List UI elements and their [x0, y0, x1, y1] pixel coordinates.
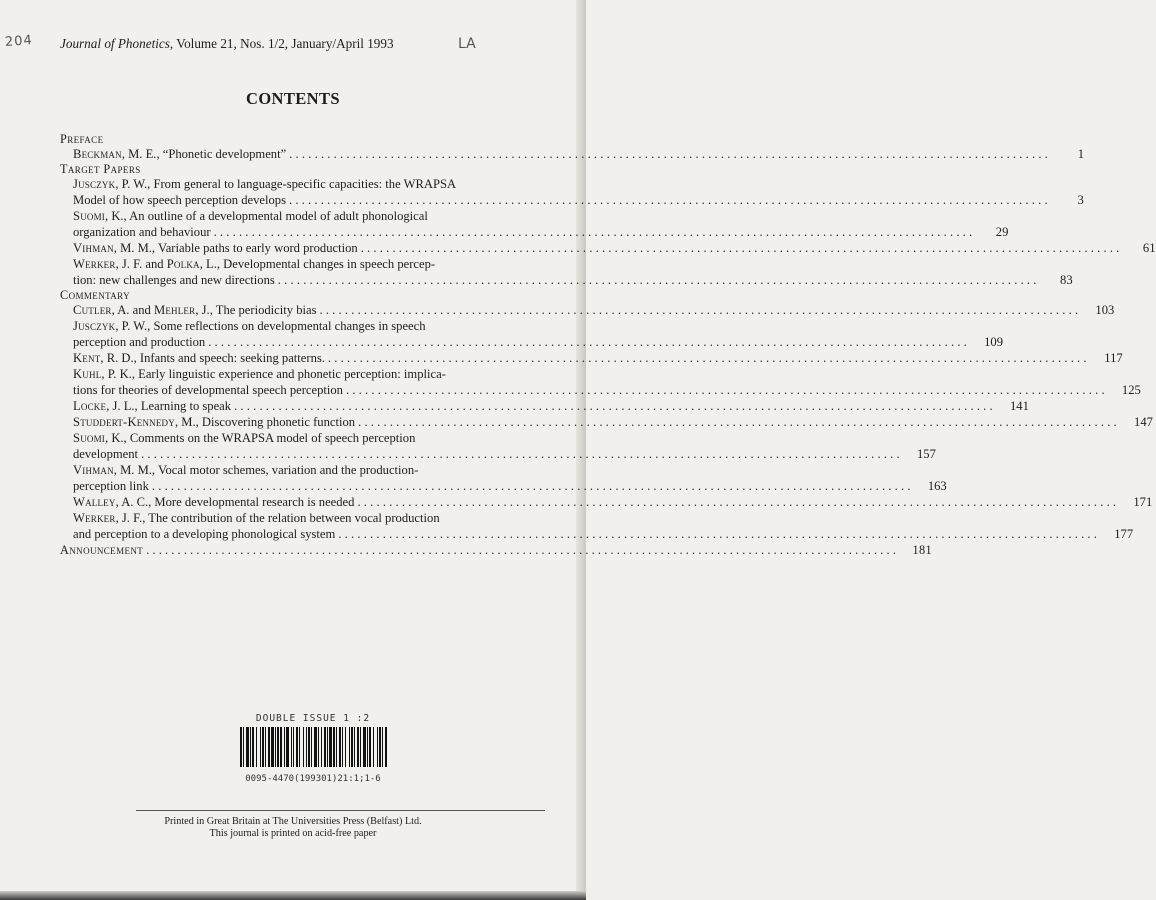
leader-dots: ........................................................................................................................	[327, 351, 1090, 365]
barcode-bar	[311, 727, 312, 767]
barcode-bar	[357, 727, 359, 767]
entry-text: Studdert-Kennedy, M., Discovering phonetic function	[73, 415, 356, 429]
barcode-bar	[321, 727, 322, 767]
page-number: 29	[995, 225, 1009, 239]
barcode-bar	[339, 727, 341, 767]
barcode-bar	[246, 727, 249, 767]
leader-dots: ........................................................................................................................	[338, 527, 1101, 541]
entry-last-line	[73, 414, 1153, 430]
entry-line: Vihman, M. M., Vocal motor schemes, variation and the production-	[73, 463, 419, 477]
entry-text: perception and production	[73, 335, 206, 349]
page-number: 163	[927, 479, 947, 493]
entry-line: Werker, J. F. and Polka, L., Developmental changes in speech percep-	[73, 257, 436, 271]
toc-entry	[60, 494, 1153, 510]
handwritten-note-right: LA	[458, 36, 476, 52]
barcode-number: 0095-4470(199301)21:1;1-6	[245, 774, 381, 784]
journal-header	[60, 36, 394, 52]
footer-divider	[136, 810, 545, 811]
page-number: 141	[1009, 399, 1029, 413]
barcode-bar	[333, 727, 335, 767]
entry-text: and perception to a developing phonological system	[73, 527, 336, 541]
barcode-bar	[349, 727, 350, 767]
page-number: 147	[1134, 415, 1153, 429]
page-number: 171	[1133, 495, 1153, 509]
barcode-bar	[318, 727, 319, 767]
entry-last-line	[73, 350, 1123, 366]
barcode-bar	[286, 727, 289, 767]
barcode-bar	[360, 727, 361, 767]
barcode-bar	[379, 727, 381, 767]
toc-entry	[60, 398, 1029, 414]
section-heading: Target Papers	[60, 162, 141, 176]
entry-line: Suomi, K., Comments on the WRAPSA model of speech perception	[73, 431, 416, 445]
leader-dots: ........................................................................................................................	[357, 495, 1120, 509]
leader-dots: ........................................................................................................................	[289, 147, 1052, 161]
handwritten-note-left: 204	[4, 33, 34, 50]
entry-last-line	[73, 382, 1141, 398]
toc-entry	[60, 414, 1153, 430]
page-number: 1	[1077, 147, 1085, 161]
entry-line: Werker, J. F., The contribution of the relation between vocal production	[73, 511, 440, 525]
barcode-bar	[284, 727, 285, 767]
barcode-block	[238, 713, 388, 784]
barcode-bar	[308, 727, 310, 767]
barcode-bar	[324, 727, 326, 767]
leader-dots: ........................................................................................................................	[345, 383, 1108, 397]
barcode-bar	[373, 727, 374, 767]
entry-last-line	[73, 146, 1085, 162]
barcode-bar	[243, 727, 244, 767]
page-number: 125	[1121, 383, 1141, 397]
entry-last-line	[73, 398, 1029, 414]
page-number: 3	[1077, 193, 1084, 207]
barcode-bar	[377, 727, 378, 767]
barcode-bar	[260, 727, 261, 767]
barcode-bar	[342, 727, 343, 767]
barcode-bar	[293, 727, 294, 767]
paper-line: This journal is printed on acid-free paper	[209, 828, 377, 839]
barcode-bar	[280, 727, 282, 767]
entry-line: Jusczyk, P. W., Some reflections on developmental changes in speech	[73, 319, 426, 333]
toc-entry	[60, 208, 1009, 240]
entry-text: development	[73, 447, 139, 461]
barcode-bar	[306, 727, 307, 767]
entry-text: organization and behaviour	[73, 225, 211, 239]
entry-line: Kuhl, P. K., Early linguistic experience and phonetic perception: implica-	[73, 367, 446, 381]
entry-last-line	[73, 224, 1009, 240]
page-number: 103	[1095, 303, 1115, 317]
entry-last-line	[73, 272, 1073, 288]
printer-line: Printed in Great Britain at The Universities Press (Belfast) Ltd.	[164, 816, 422, 827]
table-of-contents	[60, 132, 1156, 558]
entry-text: perception link	[73, 479, 149, 493]
toc-entry	[60, 350, 1123, 366]
page-number: 109	[984, 335, 1004, 349]
barcode-bar	[327, 727, 328, 767]
toc-entry	[60, 146, 1085, 162]
toc-entry	[60, 510, 1134, 542]
entry-text: Model of how speech perception develops	[73, 193, 286, 207]
barcode-issue-label: DOUBLE ISSUE 1 :2	[255, 713, 371, 724]
toc-entry	[60, 256, 1073, 288]
barcode-bar	[275, 727, 276, 767]
barcode-bar	[351, 727, 353, 767]
barcode-bar	[250, 727, 251, 767]
leader-dots: ........................................................................................................................	[213, 225, 976, 239]
leader-dots: ........................................................................................................................	[151, 479, 914, 493]
entry-text: Kent, R. D., Infants and speech: seeking patterns.	[73, 351, 325, 365]
barcode-bar	[363, 727, 366, 767]
entry-line: Suomi, K., An outline of a developmental model of adult phonological	[73, 209, 428, 223]
barcode-bar	[367, 727, 368, 767]
toc-entry	[60, 366, 1141, 398]
journal-name: Journal of Phonetics	[60, 36, 170, 51]
barcode-bar	[314, 727, 317, 767]
entry-last-line	[73, 302, 1115, 318]
toc-entry	[60, 240, 1156, 256]
barcode-bar	[329, 727, 332, 767]
entry-last-line	[73, 478, 947, 494]
barcode-bar	[369, 727, 371, 767]
barcode-bar	[385, 727, 387, 767]
entry-text: Walley, A. C., More developmental research is needed	[73, 495, 355, 509]
leader-dots: ........................................................................................................................	[141, 447, 903, 461]
barcode-bar	[252, 727, 254, 767]
page-number: 83	[1060, 273, 1073, 287]
toc-entry	[60, 176, 1084, 208]
barcode-bar	[240, 727, 242, 767]
entry-last-line	[73, 446, 936, 462]
barcode-bar	[382, 727, 383, 767]
page-title: CONTENTS	[246, 89, 340, 108]
barcode-icon	[238, 727, 388, 767]
page-number: 177	[1114, 527, 1134, 541]
section-heading	[60, 542, 933, 558]
leader-dots: ........................................................................................................................	[358, 415, 1120, 429]
page-bottom-shadow	[0, 891, 586, 900]
leader-dots: ........................................................................................................................	[319, 303, 1082, 317]
entry-last-line	[73, 494, 1153, 510]
entry-text: Beckman, M. E., “Phonetic development”	[73, 147, 287, 161]
entry-last-line	[73, 192, 1084, 208]
entry-text: Locke, J. L., Learning to speak	[73, 399, 232, 413]
entry-last-line	[73, 240, 1156, 256]
toc-entry	[60, 318, 1004, 350]
leader-dots: ........................................................................................................................	[234, 399, 996, 413]
leader-dots: ........................................................................................................................	[208, 335, 971, 349]
entry-last-line	[73, 526, 1134, 542]
barcode-bar	[277, 727, 279, 767]
barcode-bar	[336, 727, 337, 767]
entry-line: Jusczyk, P. W., From general to language-specific capacities: the WRAPSA	[73, 177, 457, 191]
barcode-bar	[354, 727, 355, 767]
barcode-bar	[345, 727, 346, 767]
entry-text: Vihman, M. M., Variable paths to early word production	[73, 241, 358, 255]
toc-entry	[60, 462, 947, 494]
page-number: 117	[1104, 351, 1123, 365]
leader-dots: ........................................................................................................................	[277, 273, 1040, 287]
barcode-bar	[271, 727, 274, 767]
barcode-bar	[299, 727, 300, 767]
toc-entry	[60, 302, 1115, 318]
toc-entry	[60, 430, 936, 462]
barcode-bar	[268, 727, 270, 767]
barcode-bar	[262, 727, 264, 767]
entry-text: tions for theories of developmental speech perception	[73, 383, 343, 397]
leader-dots: ........................................................................................................................	[288, 193, 1051, 207]
page-number: 157	[916, 447, 936, 461]
section-label: Announcement	[60, 543, 144, 557]
barcode-bar	[303, 727, 304, 767]
barcode-bar	[296, 727, 298, 767]
page-number: 181	[912, 543, 933, 557]
leader-dots: ........................................................................................................................	[360, 241, 1123, 255]
printer-note	[0, 816, 586, 840]
page-number: 61	[1142, 241, 1156, 255]
entry-last-line	[73, 334, 1004, 350]
barcode-bar	[256, 727, 257, 767]
section-heading: Preface	[60, 132, 104, 146]
barcode-bar	[265, 727, 266, 767]
entry-text: Cutler, A. and Mehler, J., The periodicity bias	[73, 303, 317, 317]
journal-issue: , Volume 21, Nos. 1/2, January/April 1993	[169, 36, 394, 51]
leader-dots: ........................................................................................................................	[146, 543, 900, 557]
section-heading: Commentary	[60, 288, 130, 302]
entry-text: tion: new challenges and new directions	[73, 273, 275, 287]
barcode-bar	[291, 727, 292, 767]
